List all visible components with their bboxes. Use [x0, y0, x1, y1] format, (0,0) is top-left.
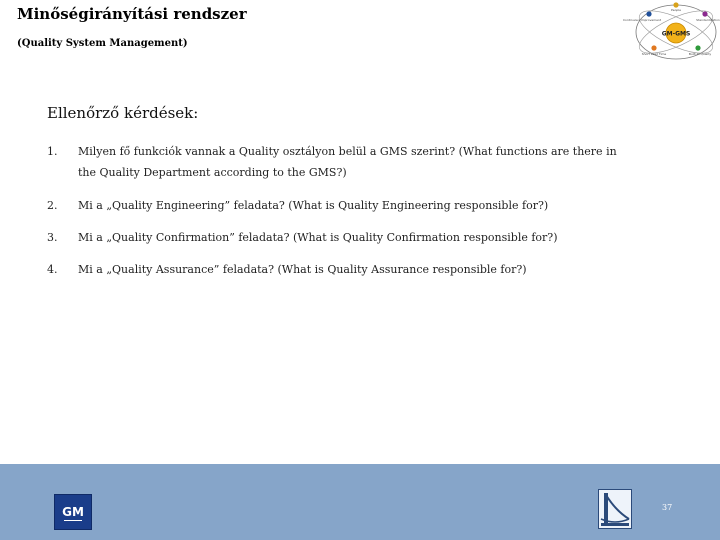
gms-diagram-logo — [622, 0, 720, 64]
logo-node-label: Continuous Improvement — [622, 18, 662, 22]
question-item — [47, 227, 647, 249]
questions-heading: Ellenőrző kérdések: — [47, 104, 199, 122]
slide-subtitle: (Quality System Management) — [17, 38, 188, 49]
slide-title: Minőségirányítási rendszer — [17, 5, 247, 23]
question-item — [47, 195, 647, 217]
question-text: Mi a „Quality Engineering” feladata? (What is Quality Engineering responsible for?) — [78, 199, 549, 212]
question-text: Milyen fő funkciók vannak a Quality osztályon belül a GMS szerint? (What functions are there in the Quality Department according to the GMS?) — [78, 145, 617, 179]
logo-node-label: People — [671, 8, 681, 12]
question-number: 1. — [47, 145, 58, 158]
logo-node-label: Built-In Quality — [688, 52, 712, 56]
question-number: 3. — [47, 231, 58, 244]
question-text: Mi a „Quality Confirmation” feladata? (What is Quality Confirmation responsible for?) — [78, 231, 558, 244]
page-number: 37 — [662, 503, 673, 512]
question-text: Mi a „Quality Assurance” feladata? (What is Quality Assurance responsible for?) — [78, 263, 527, 276]
question-item — [47, 259, 647, 281]
question-item — [47, 141, 647, 185]
gm-logo-icon — [54, 494, 92, 530]
question-number: 2. — [47, 199, 58, 212]
bridge-logo-icon — [598, 489, 632, 529]
logo-node-label: Short Lead Time — [641, 52, 667, 56]
logo-center-label: GM-GMS — [661, 30, 691, 38]
logo-node-label: Standardization — [696, 18, 720, 22]
question-number: 4. — [47, 263, 58, 276]
gm-logo-text: GM — [62, 505, 84, 519]
